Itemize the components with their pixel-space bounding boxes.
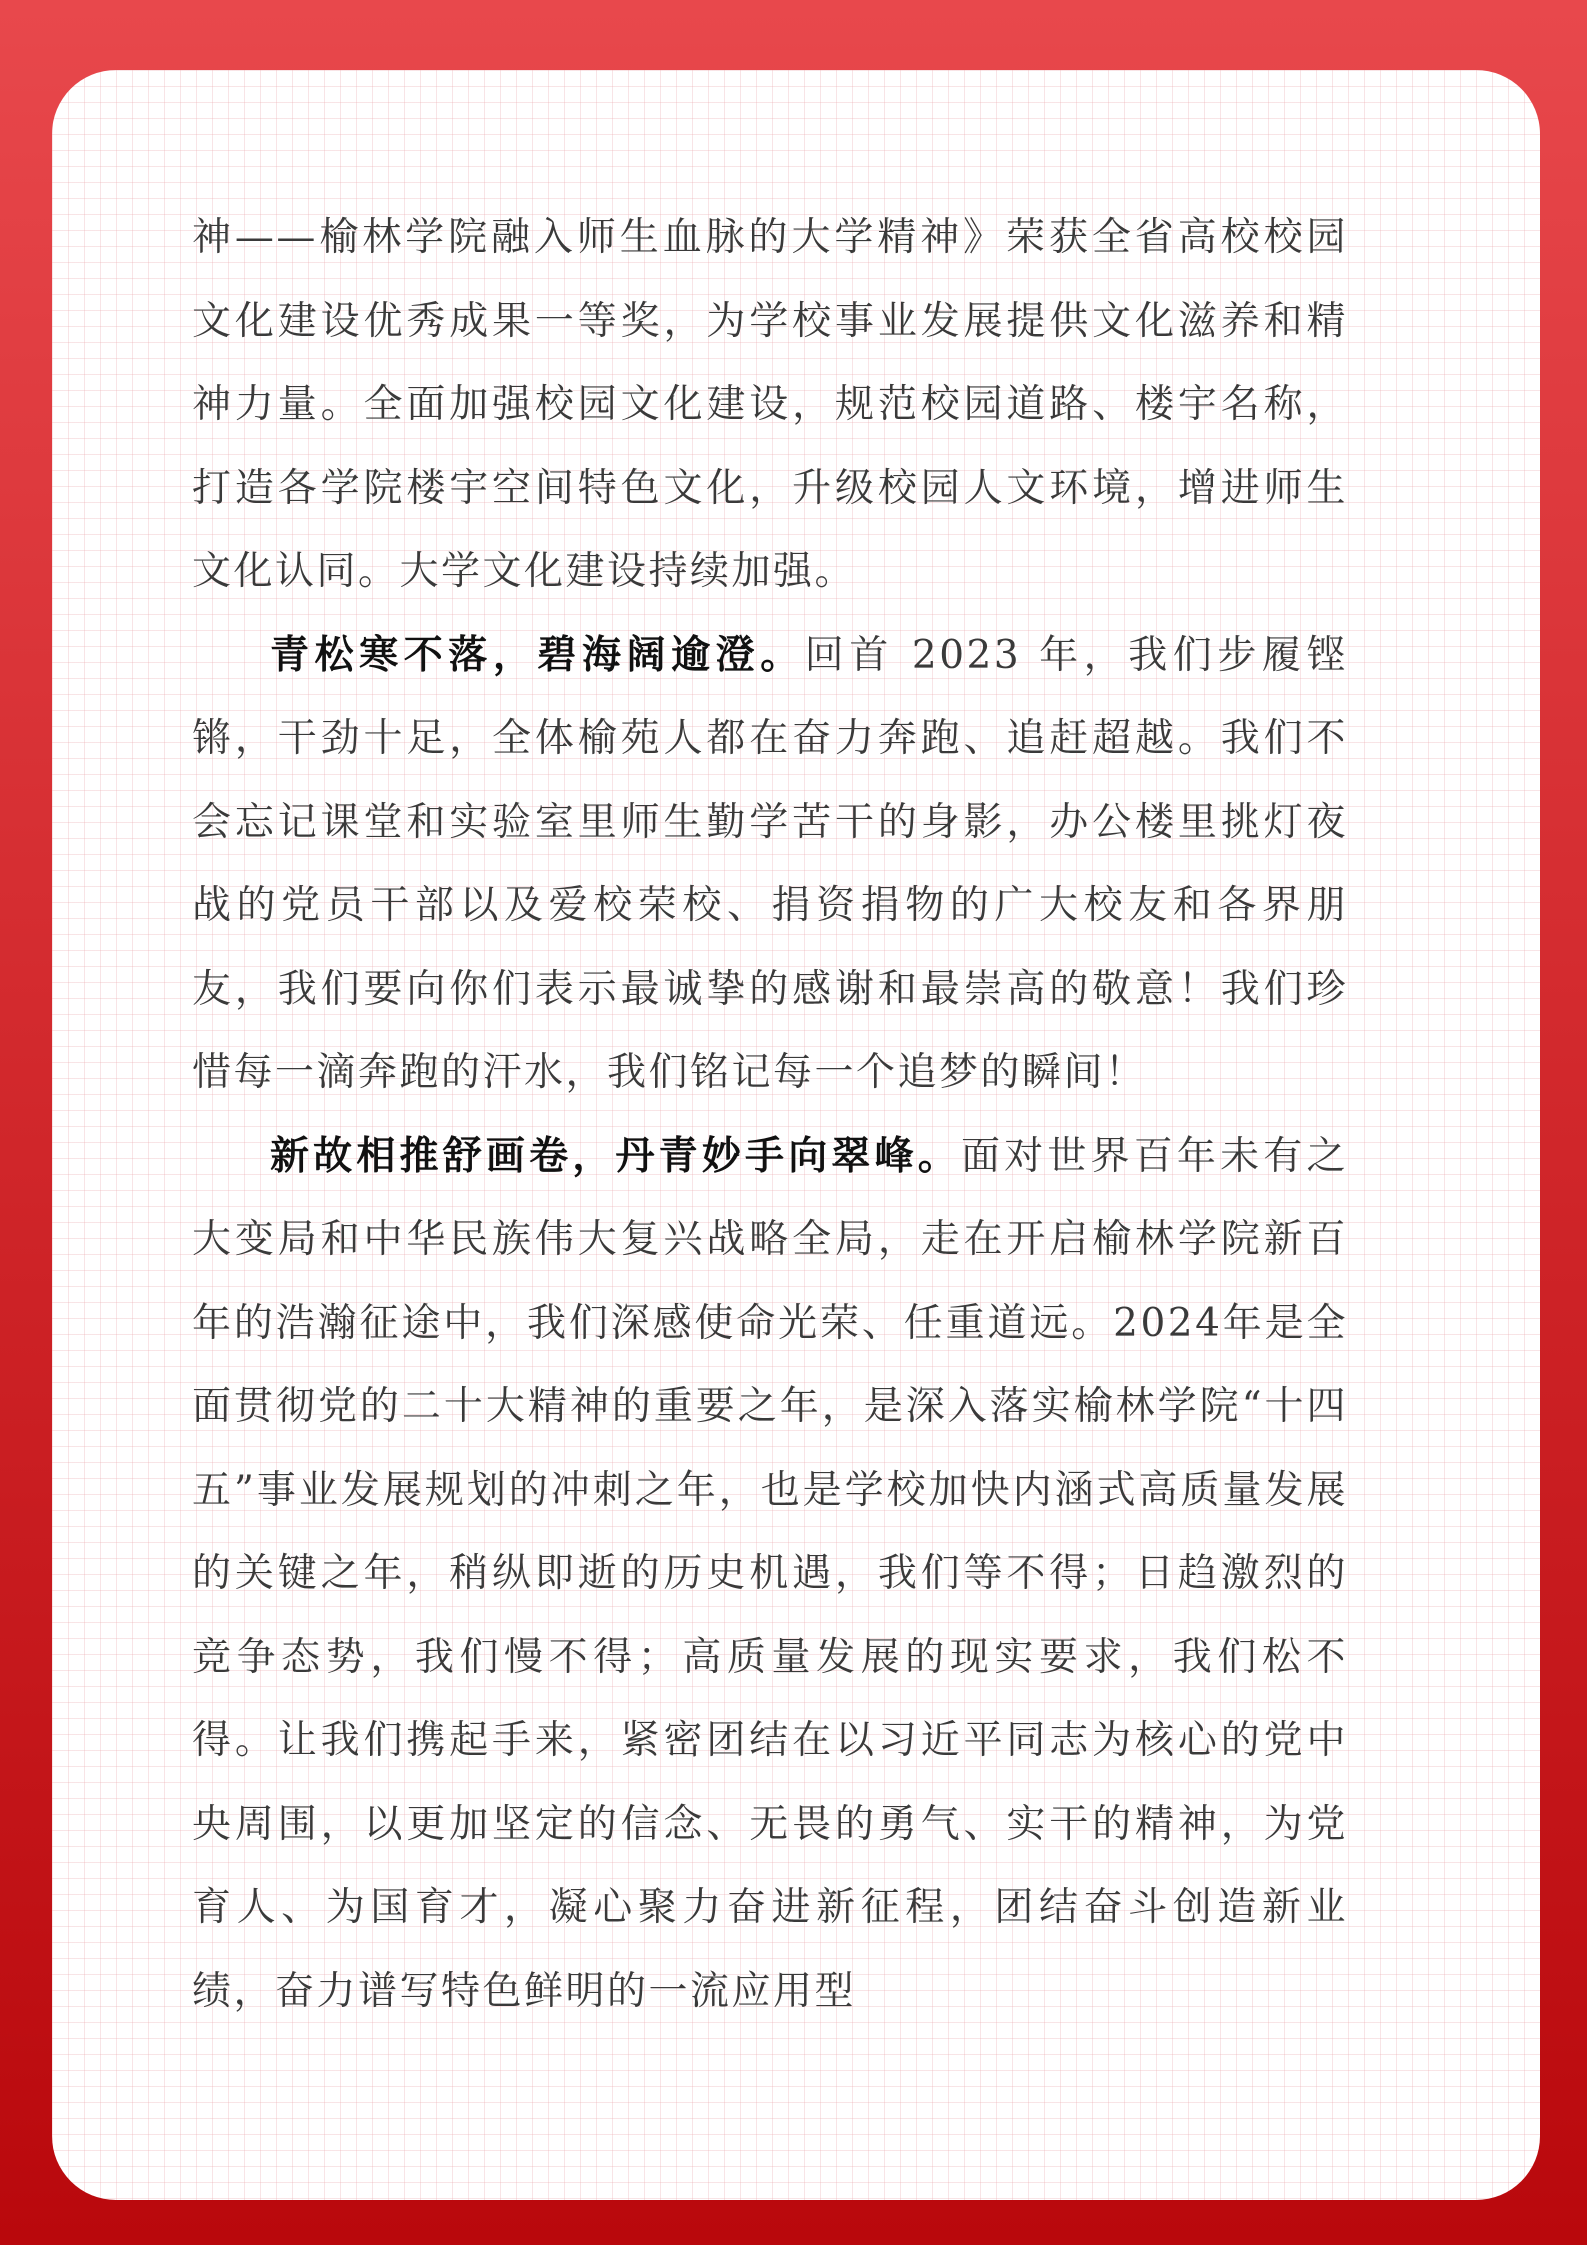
paragraph-lead-heading: 青松寒不落，碧海阔逾澄。: [270, 631, 805, 678]
document-body: [192, 196, 1348, 2033]
paragraph-text: 神——榆林学院融入师生血脉的大学精神》荣获全省高校校园文化建设优秀成果一等奖，为学校事业发展提供文化滋养和精神力量。全面加强校园文化建设，规范校园道路、楼宇名称，打造各学院楼宇空间特色文化，升级校园人文环境，增进师生文化认同。大学文化建设持续加强。: [192, 215, 1348, 594]
paragraph-campus-culture: [192, 196, 1348, 614]
paragraph-review-2023: [192, 614, 1348, 1115]
paragraph-text: 面对世界百年未有之大变局和中华民族伟大复兴战略全局，走在开启榆林学院新百年的浩瀚征途中，我们深感使命光荣、任重道远。2024年是全面贯彻党的二十大精神的重要之年，是深入落实榆林学院“十四五”事业发展规划的冲刺之年，也是学校加快内涵式高质量发展的关键之年，稍纵即逝的历史机遇，我们等不得；日趋激烈的竞争态势，我们慢不得；高质量发展的现实要求，我们松不得。让我们携起手来，紧密团结在以习近平同志为核心的党中央周围，以更加坚定的信念、无畏的勇气、实干的精神，为党育人、为国育才，凝心聚力奋进新征程，团结奋斗创造新业绩，奋力谱写特色鲜明的一流应用型: [192, 1133, 1348, 2014]
paragraph-text: 回首 2023 年，我们步履铿锵，干劲十足，全体榆苑人都在奋力奔跑、追赶超越。我们不会忘记课堂和实验室里师生勤学苦干的身影，办公楼里挑灯夜战的党员干部以及爱校荣校、捐资捐物的广大校友和各界朋友，我们要向你们表示最诚挚的感谢和最崇高的敬意！我们珍惜每一滴奔跑的汗水，我们铭记每一个追梦的瞬间！: [192, 632, 1348, 1095]
paragraph-outlook-2024: [192, 1115, 1348, 2034]
paragraph-lead-heading: 新故相推舒画卷，丹青妙手向翠峰。: [270, 1132, 961, 1179]
